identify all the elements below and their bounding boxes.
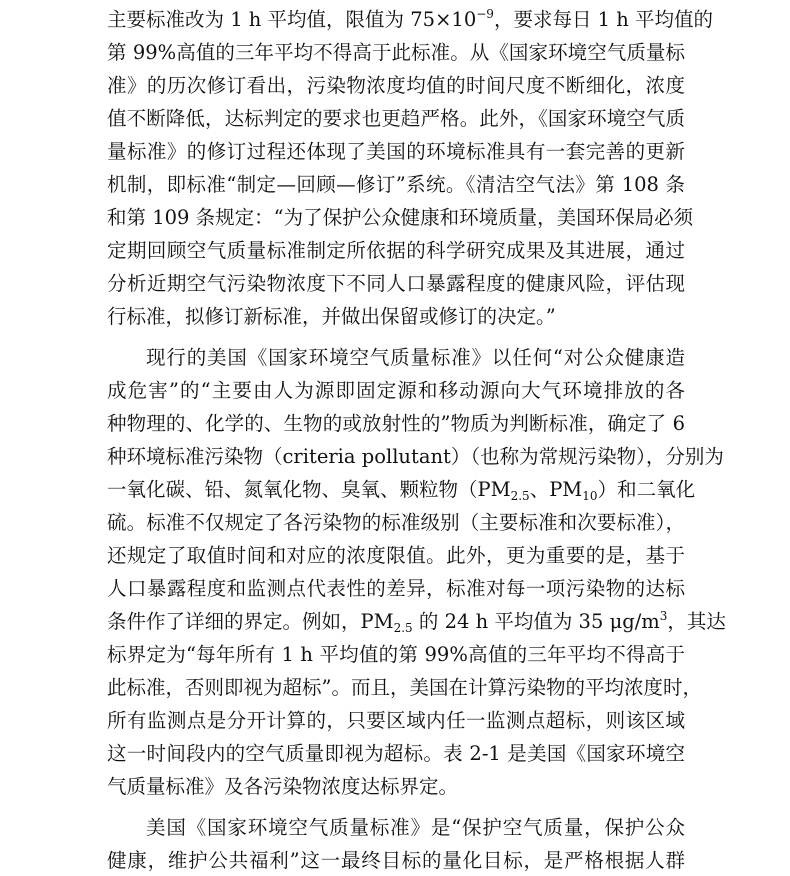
text-line: 种环境标准污染物（criteria pollutant）（也称为常规污染物），分别为 xyxy=(107,445,724,468)
text-line: 人口暴露程度和监测点代表性的差异，标准对每一项污染物的达标 xyxy=(107,577,685,600)
text-line: 还规定了取值时间和对应的浓度限值。此外，更为重要的是，基于 xyxy=(107,544,685,567)
text-line: 现行的美国《国家环境空气质量标准》以任何“对公众健康造 xyxy=(146,346,685,369)
text-line: 种物理的、化学的、生物的或放射性的”物质为判断标准，确定了 6 xyxy=(107,412,685,435)
text-line: 量标准》的修订过程还体现了美国的环境标准具有一套完善的更新 xyxy=(107,140,685,163)
text-line: 条件作了详细的界定。例如，$PM_{2.5}$ 的 24 h 平均值为 35 $\mu g/m^3$，其达 xyxy=(107,609,726,635)
text-line: 一氧化碳、铅、氮氧化物、臭氧、颗粒物（$PM_{2.5}$、$PM_{10}$）和二氧化 xyxy=(107,478,696,503)
text-line: 健康，维护公共福利”这一最终目标的量化目标，是严格根据人群 xyxy=(107,849,685,872)
text-line: 机制，即标准“制定—回顾—修订”系统。《清洁空气法》第 108 条 xyxy=(107,173,685,196)
text-line: 硫。标准不仅规定了各污染物的标准级别（主要标准和次要标准）， xyxy=(107,511,685,534)
text-line: 分析近期空气污染物浓度下不同人口暴露程度的健康风险，评估现 xyxy=(107,272,685,295)
text-line: 行标准，拟修订新标准，并做出保留或修订的决定。” xyxy=(107,305,556,328)
text-line: 这一时间段内的空气质量即视为超标。表 2-1 是美国《国家环境空 xyxy=(107,742,685,765)
text-line: 成危害”的“主要由人为源即固定源和移动源向大气环境排放的各 xyxy=(107,379,685,402)
text-line: 定期回顾空气质量标准制定所依据的科学研究成果及其进展，通过 xyxy=(107,239,685,262)
text-line: 美国《国家环境空气质量标准》是“保护空气质量，保护公众 xyxy=(146,816,685,839)
text-line: 主要标准改为 1 h 平均值，限值为 $75\times 10^{-9}$，要求每日 1 h 平均值的 xyxy=(107,7,713,31)
text-line: 和第 109 条规定：“为了保护公众健康和环境质量，美国环保局必须 xyxy=(107,206,694,229)
text-line: 标界定为“每年所有 1 h 平均值的第 99%高值的三年平均不得高于 xyxy=(107,643,685,666)
text-line: 气质量标准》及各污染物浓度达标界定。 xyxy=(107,775,459,798)
text-line: 所有监测点是分开计算的，只要区域内任一监测点超标，则该区域 xyxy=(107,709,685,732)
text-line: 此标准，否则即视为超标”。而且，美国在计算污染物的平均浓度时， xyxy=(107,676,702,699)
text-line: 第 99%高值的三年平均不得高于此标准。从《国家环境空气质量标 xyxy=(107,41,685,64)
text-line: 值不断降低，达标判定的要求也更趋严格。此外，《国家环境空气质 xyxy=(107,107,685,130)
text-line: 准》的历次修订看出，污染物浓度均值的时间尺度不断细化，浓度 xyxy=(107,74,685,97)
